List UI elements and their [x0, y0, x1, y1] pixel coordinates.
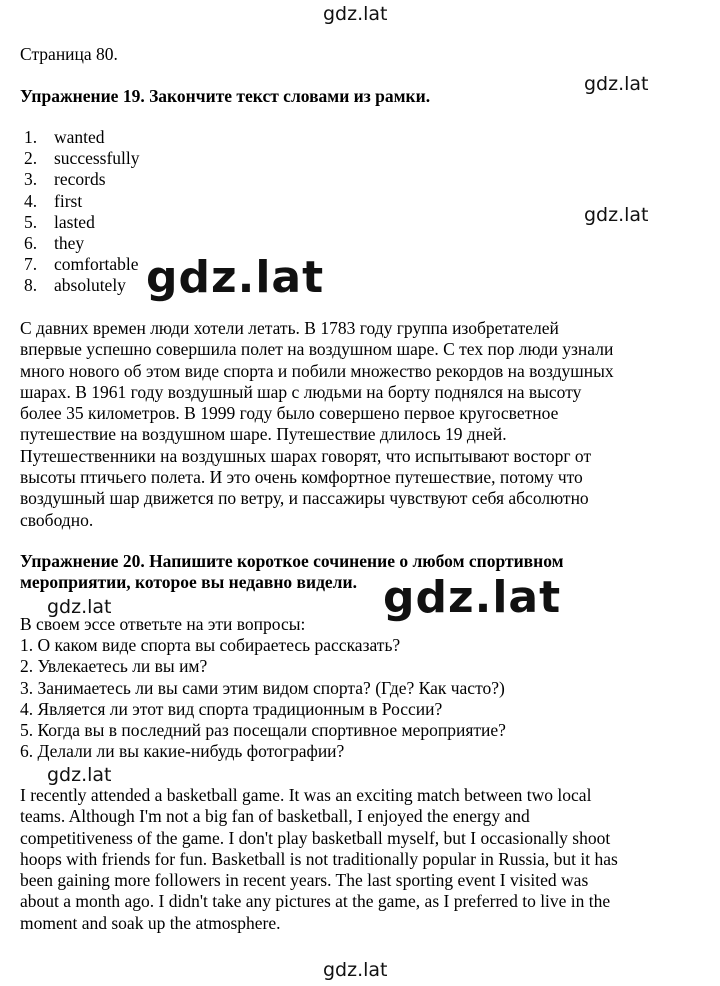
question-item: 4. Является ли этот вид спорта традиционным в России? — [20, 698, 443, 719]
question-list — [20, 635, 506, 763]
text-line: путешествие на воздушном шаре. Путешествие длилось 19 дней. — [20, 424, 507, 445]
word-list-item — [24, 127, 140, 148]
essay-line: competitiveness of the game. I don't play basketball myself, but I occasionally shoot — [20, 827, 611, 848]
essay-line: I recently attended a basketball game. It was an exciting match between two local — [20, 785, 592, 805]
question-item: 6. Делали ли вы какие-нибудь фотографии? — [20, 741, 345, 762]
word-list-item — [24, 233, 140, 254]
word-text: absolutely — [54, 275, 126, 296]
word-text: records — [54, 169, 106, 190]
essay-line: hoops with friends for fun. Basketball is not traditionally popular in Russia, but it has — [20, 848, 618, 869]
word-list — [24, 127, 140, 297]
text-line: шарах. В 1961 году воздушный шар с людьми на борту поднялся на высоту — [20, 381, 582, 402]
text-line: воздушный шар движется по ветру, и пассажиры чувствуют себя абсолютно — [20, 488, 589, 509]
word-text: wanted — [54, 127, 105, 147]
watermark-large-1: gdz.lat — [146, 252, 325, 303]
exercise-19-text — [20, 318, 614, 531]
watermark-large-2: gdz.lat — [383, 572, 562, 623]
word-number: 8. — [24, 275, 38, 296]
word-list-item — [24, 212, 140, 233]
page-label: Страница 80. — [20, 44, 118, 64]
watermark-left-1: gdz.lat — [47, 596, 112, 618]
word-text: comfortable — [54, 254, 139, 275]
text-line: Путешественники на воздушных шарах говорят, что испытывают восторг от — [20, 445, 592, 466]
text-line: С давних времен люди хотели летать. В 1783 году группа изобретателей — [20, 318, 559, 338]
watermark-left-2: gdz.lat — [47, 764, 112, 786]
word-number: 2. — [24, 148, 38, 169]
watermark-right-2: gdz.lat — [584, 204, 649, 226]
question-item: 1. О каком виде спорта вы собираетесь рассказать? — [20, 635, 401, 655]
text-line: высоты птичьего полета. И это очень комфортное путешествие, потому что — [20, 467, 583, 488]
word-text: they — [54, 233, 85, 254]
word-list-item — [24, 191, 140, 212]
watermark-bottom: gdz.lat — [323, 959, 388, 981]
question-item: 2. Увлекаетесь ли вы им? — [20, 656, 208, 677]
word-list-item — [24, 169, 140, 190]
exercise-20-heading-line-2: мероприятии, которое вы недавно видели. — [20, 572, 357, 592]
word-number: 1. — [24, 127, 38, 147]
text-line: свободно. — [20, 509, 94, 530]
text-line: впервые успешно совершила полет на воздушном шаре. С тех пор люди узнали — [20, 339, 614, 360]
word-text: first — [54, 190, 83, 211]
essay-line: about a month ago. I didn't take any pictures at the game, as I preferred to live in the — [20, 891, 611, 912]
question-item: 5. Когда вы в последний раз посещали спортивное мероприятие? — [20, 720, 506, 741]
text-line: много нового об этом виде спорта и побили множество рекордов на воздушных — [20, 360, 614, 381]
essay-line: moment and soak up the atmosphere. — [20, 912, 281, 933]
word-number: 7. — [24, 254, 38, 275]
essay-line: been gaining more followers in recent years. The last sporting event I visited was — [20, 870, 589, 891]
watermark-top: gdz.lat — [323, 3, 388, 25]
word-list-item — [24, 275, 140, 296]
exercise-19-heading: Упражнение 19. Закончите текст словами из рамки. — [20, 86, 431, 106]
word-list-item — [24, 254, 140, 275]
essay-line: teams. Although I'm not a big fan of basketball, I enjoyed the energy and — [20, 806, 530, 827]
question-item: 3. Занимаетесь ли вы сами этим видом спорта? (Где? Как часто?) — [20, 677, 505, 698]
word-text: successfully — [54, 148, 140, 169]
word-number: 3. — [24, 169, 38, 190]
word-number: 6. — [24, 233, 38, 254]
watermark-right-1: gdz.lat — [584, 73, 649, 95]
text-line: более 35 километров. В 1999 году было совершено первое кругосветное — [20, 403, 559, 424]
exercise-20-intro: В своем эссе ответьте на эти вопросы: — [20, 614, 306, 634]
word-number: 5. — [24, 211, 38, 232]
exercise-20-heading-line-1: Упражнение 20. Напишите короткое сочинение о любом спортивном — [20, 551, 564, 571]
word-number: 4. — [24, 190, 38, 211]
essay-text — [20, 785, 618, 934]
word-list-item — [24, 148, 140, 169]
word-text: lasted — [54, 211, 95, 232]
